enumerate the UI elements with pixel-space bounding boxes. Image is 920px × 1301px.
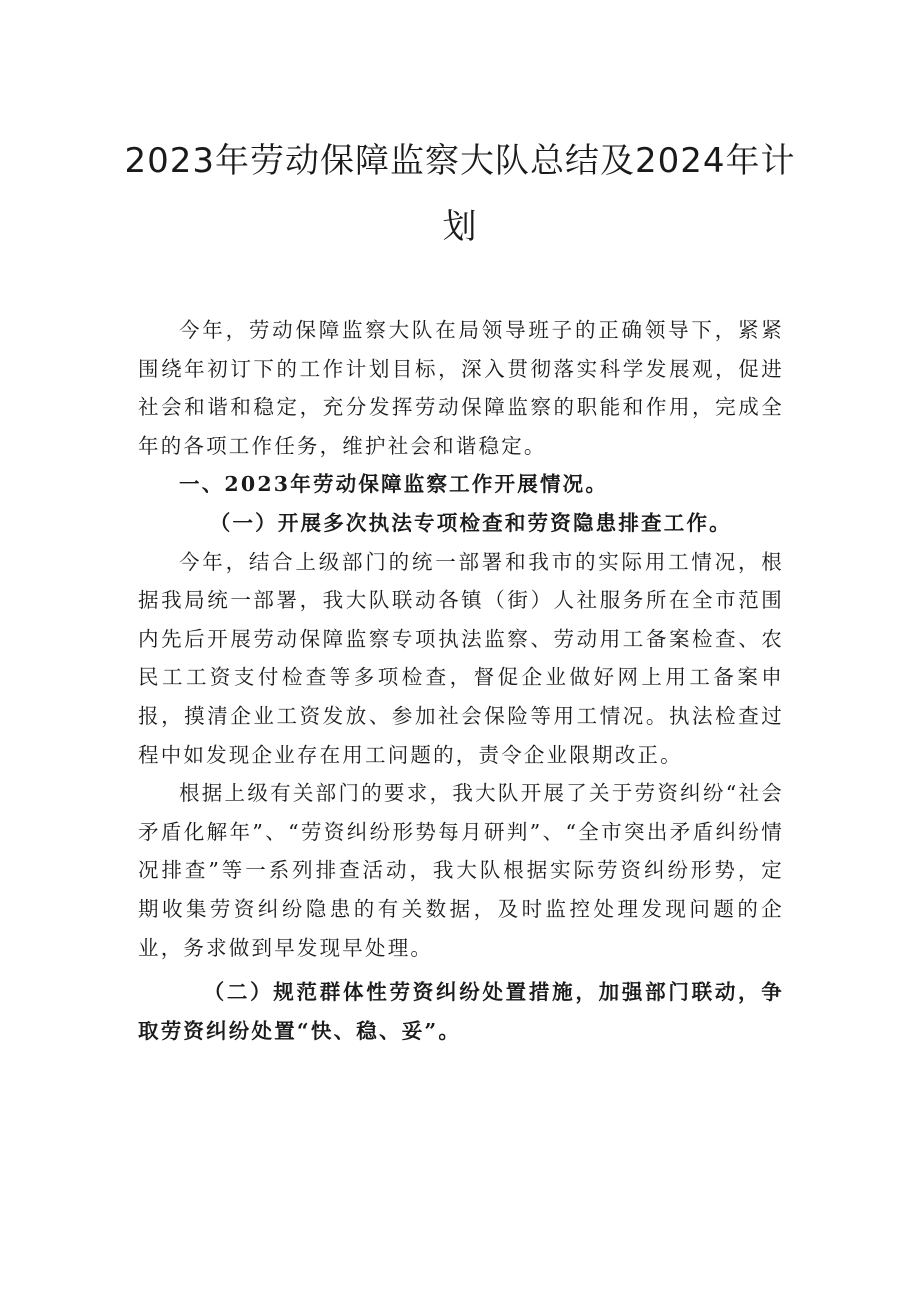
subsection-heading-1: （一）开展多次执法专项检查和劳资隐患排查工作。	[209, 510, 732, 535]
document-body	[138, 311, 784, 1050]
body-paragraph: 今年，结合上级部门的统一部署和我市的实际用工情况，根据我局统一部署，我大队联动各镇（街）人社服务所在全市范围内先后开展劳动保障监察专项执法监察、劳动用工备案检查、农民工工资支付检查等多项检查，督促企业做好网上用工备案申报，摸清企业工资发放、参加社会保险等用工情况。执法检查过程中如发现企业存在用工问题的，责令企业限期改正。	[138, 549, 784, 767]
intro-paragraph: 今年，劳动保障监察大队在局领导班子的正确领导下，紧紧围绕年初订下的工作计划目标，深入贯彻落实科学发展观，促进社会和谐和稳定，充分发挥劳动保障监察的职能和作用，完成全年的各项工作任务，维护社会和谐稳定。	[138, 318, 784, 458]
section-heading-1: 一、2023年劳动保障监察工作开展情况。	[179, 472, 609, 497]
subsection-heading-2: （二）规范群体性劳资纠纷处置措施，加强部门联动，争取劳资纠纷处置“快、稳、妥”。	[138, 980, 784, 1043]
document-title: 2023年劳动保障监察大队总结及2024年计划	[124, 141, 796, 247]
body-paragraph: 根据上级有关部门的要求，我大队开展了关于劳资纠纷“社会矛盾化解年”、“劳资纠纷形势每月研判”、“全市突出矛盾纠纷情况排查”等一系列排查活动，我大队根据实际劳资纠纷形势，定期收集劳资纠纷隐患的有关数据，及时监控处理发现问题的企业，务求做到早发现早处理。	[138, 781, 784, 960]
